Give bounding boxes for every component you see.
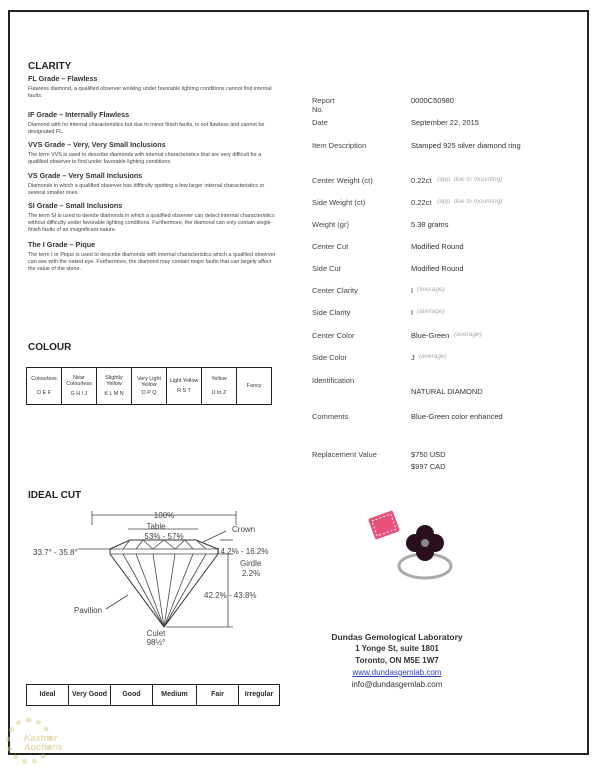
clarity-grade-vs	[28, 171, 278, 201]
colour-letters: G H I J	[70, 391, 88, 397]
report-value: Blue-Green	[411, 331, 450, 340]
clarity-grade-fl	[28, 74, 278, 110]
report-label: Report No.	[312, 96, 335, 114]
report-value: Modified Round	[411, 264, 464, 273]
report-label: Item Description	[312, 141, 367, 150]
pavilion-facet	[164, 554, 193, 627]
colour-label: Yellow	[211, 376, 227, 382]
clarity-grade-si	[28, 201, 278, 240]
grade-text: The term VVS is used to describe diamonds with internal characteristics that are very difficult for a qualified observer to find under favorable lighting conditions.	[28, 152, 262, 165]
report-label: Center Cut	[312, 242, 349, 251]
lab-name: Dundas Gemological Laboratory	[331, 632, 463, 642]
report-value: 0.22ct	[411, 198, 432, 207]
pavilion-facet	[153, 554, 164, 627]
clarity-title: CLARITY	[28, 61, 72, 72]
table-label: Table	[146, 522, 166, 531]
cut-grade-ideal: Ideal	[26, 684, 68, 706]
report-label: Center Color	[312, 331, 355, 340]
pavilion-facet	[123, 554, 164, 627]
report-note: (app. due to mounting)	[437, 176, 503, 183]
lab-address-line2: Toronto, ON M5E 1W7	[355, 656, 439, 665]
colour-cell-very-light-yellow	[132, 368, 167, 405]
report-value: 0.22ct	[411, 176, 432, 185]
report-value: Modified Round	[411, 242, 464, 251]
colour-cell-yellow	[202, 368, 237, 405]
report-note: (average)	[417, 308, 445, 315]
cut-grade-good: Good	[110, 684, 152, 706]
report-value: NATURAL DIAMOND	[411, 387, 483, 396]
lab-website-link[interactable]: www.dundasgemlab.com	[352, 668, 442, 677]
colour-scale-table	[26, 367, 272, 405]
grade-text: Diamond with no internal characteristics but due to minor finish faults, is not flawless and cannot be designated FL.	[28, 122, 265, 135]
report-note: (average)	[454, 331, 482, 338]
cut-grade-very-good: Very Good	[68, 684, 110, 706]
grade-text: Diamonds in which a qualified observer has difficulty spotting a few larger internal characteristics or several smaller ones.	[28, 183, 265, 196]
pavilion-depth-label: 42.2% - 43.8%	[204, 591, 257, 600]
colour-cell-near-colourless	[62, 368, 97, 405]
width-label: 100%	[153, 511, 175, 520]
pavilion-facet	[164, 554, 175, 627]
report-label: Identification	[312, 376, 355, 385]
culet-pct-label: 98½°	[146, 638, 166, 647]
crown-height-label: 14.2% - 16.2%	[216, 547, 269, 556]
clarity-grades	[28, 74, 278, 273]
colour-cell-light-yellow	[167, 368, 202, 405]
crown-facet	[164, 540, 175, 549]
cut-grade-fair: Fair	[196, 684, 238, 706]
grade-heading: VS Grade – Very Small Inclusions	[28, 171, 143, 180]
report-value: 0000C50980	[411, 96, 454, 105]
report-label: Comments	[312, 412, 349, 421]
colour-letters: O P Q	[141, 390, 157, 396]
grade-text: Flawless diamond, a qualified observer working under favorable lighting conditions cannot find internal faults.	[28, 86, 272, 99]
report-label: Center Clarity	[312, 286, 358, 295]
colour-label: Near Colourless	[66, 375, 92, 387]
colour-letters: R S T	[177, 388, 191, 394]
cut-grade-scale	[26, 684, 280, 706]
colour-letters: U to Z	[211, 390, 227, 396]
cut-grade-irregular: Irregular	[238, 684, 280, 706]
diamond-proportions-diagram	[28, 505, 288, 655]
clarity-grade-if	[28, 110, 278, 140]
crown-label: Crown	[232, 525, 256, 534]
report-value: Blue-Green color enhanced	[411, 412, 503, 421]
colour-letters: K L M N	[104, 391, 124, 397]
table-range-label: 53% - 57%	[144, 532, 184, 541]
report-value: I	[411, 308, 414, 317]
colour-cell-fancy	[237, 368, 272, 405]
cut-grade-medium: Medium	[152, 684, 196, 706]
crown-facet	[153, 540, 164, 549]
report-label: Side Weight (ct)	[312, 198, 366, 207]
report-note: (average)	[417, 286, 445, 293]
colour-title: COLOUR	[28, 342, 72, 353]
crown-facet	[143, 540, 153, 549]
colour-letters: D E F	[37, 390, 51, 396]
report-value: 5.38 grams	[411, 220, 449, 229]
pavilion-label: Pavilion	[74, 606, 103, 615]
report-value: Stamped 925 silver diamond ring	[411, 141, 521, 150]
pavilion-pointer	[106, 595, 128, 609]
grade-heading: SI Grade – Small Inclusions	[28, 201, 123, 210]
report-label: Center Weight (ct)	[312, 176, 373, 185]
clarity-grade-vvs	[28, 140, 278, 171]
girdle-pct-label: 2.2%	[242, 569, 261, 578]
report-label: Replacement Value	[312, 450, 377, 459]
crown-facet	[175, 540, 185, 549]
lab-address-line1: 1 Yonge St, suite 1801	[355, 644, 439, 653]
report-value: J	[411, 353, 415, 362]
colour-cell-slightly-yellow	[97, 368, 132, 405]
ideal-cut-title: IDEAL CUT	[28, 490, 82, 501]
grade-heading: IF Grade – Internally Flawless	[28, 110, 130, 119]
lab-email: info@dundasgemlab.com	[351, 680, 443, 689]
lab-info	[312, 631, 482, 691]
ring-photo	[365, 508, 465, 588]
colour-label: Light Yellow	[169, 378, 199, 384]
report-label: Weight (gr)	[312, 220, 349, 229]
report-value: I	[411, 286, 414, 295]
report-note: (average)	[419, 353, 447, 360]
report-label: Side Clarity	[312, 308, 351, 317]
grade-heading: The I Grade – Pique	[28, 240, 96, 249]
colour-label: Colourless	[31, 376, 57, 382]
watermark-text: Kastner Auctions	[24, 733, 63, 752]
report-value: September 22, 2015	[411, 118, 479, 127]
crown-facet	[185, 540, 193, 549]
pavilion-facet	[136, 554, 164, 627]
report-label: Side Cut	[312, 264, 341, 273]
crown-facet	[136, 540, 143, 549]
grade-heading: VVS Grade – Very, Very Small Inclusions	[28, 140, 166, 149]
crown-angle-label: 33.7° - 35.8°	[33, 548, 78, 557]
girdle-label: Girdle	[240, 559, 262, 568]
grade-text: The term I or Pique is used to describe diamonds with internal characteristics which a qualified observer can see with the naked eye. Furthermore, the diamond may contain major faults that can largely affect the value of the stone.	[28, 252, 276, 272]
clarity-grade-i	[28, 240, 278, 273]
colour-label: Fancy	[246, 383, 262, 389]
pavilion-facet	[164, 554, 206, 627]
report-value-cad: $997 CAD	[411, 462, 446, 471]
colour-label: Very Light Yellow	[137, 376, 161, 388]
diamond-outline	[110, 540, 218, 627]
report-label: Side Color	[312, 353, 348, 362]
colour-cell-colourless	[27, 368, 62, 405]
report-note: (app. due to mounting)	[437, 198, 503, 205]
report-value: $750 USD	[411, 450, 446, 459]
price-tag	[368, 510, 400, 540]
report-label: Date	[312, 118, 328, 127]
colour-label: Slightly Yellow	[105, 375, 123, 387]
grade-heading: FL Grade – Flawless	[28, 74, 98, 83]
grade-text: The term SI is used to denote diamonds in which a qualified observer can detect internal characteristics without difficulty under favorable lighting conditions. Furthermore, the diamond can only contain single finish faults of an insignificant nature.	[28, 213, 275, 233]
watermark-logo	[6, 716, 76, 766]
culet-label: Culet	[146, 629, 166, 638]
